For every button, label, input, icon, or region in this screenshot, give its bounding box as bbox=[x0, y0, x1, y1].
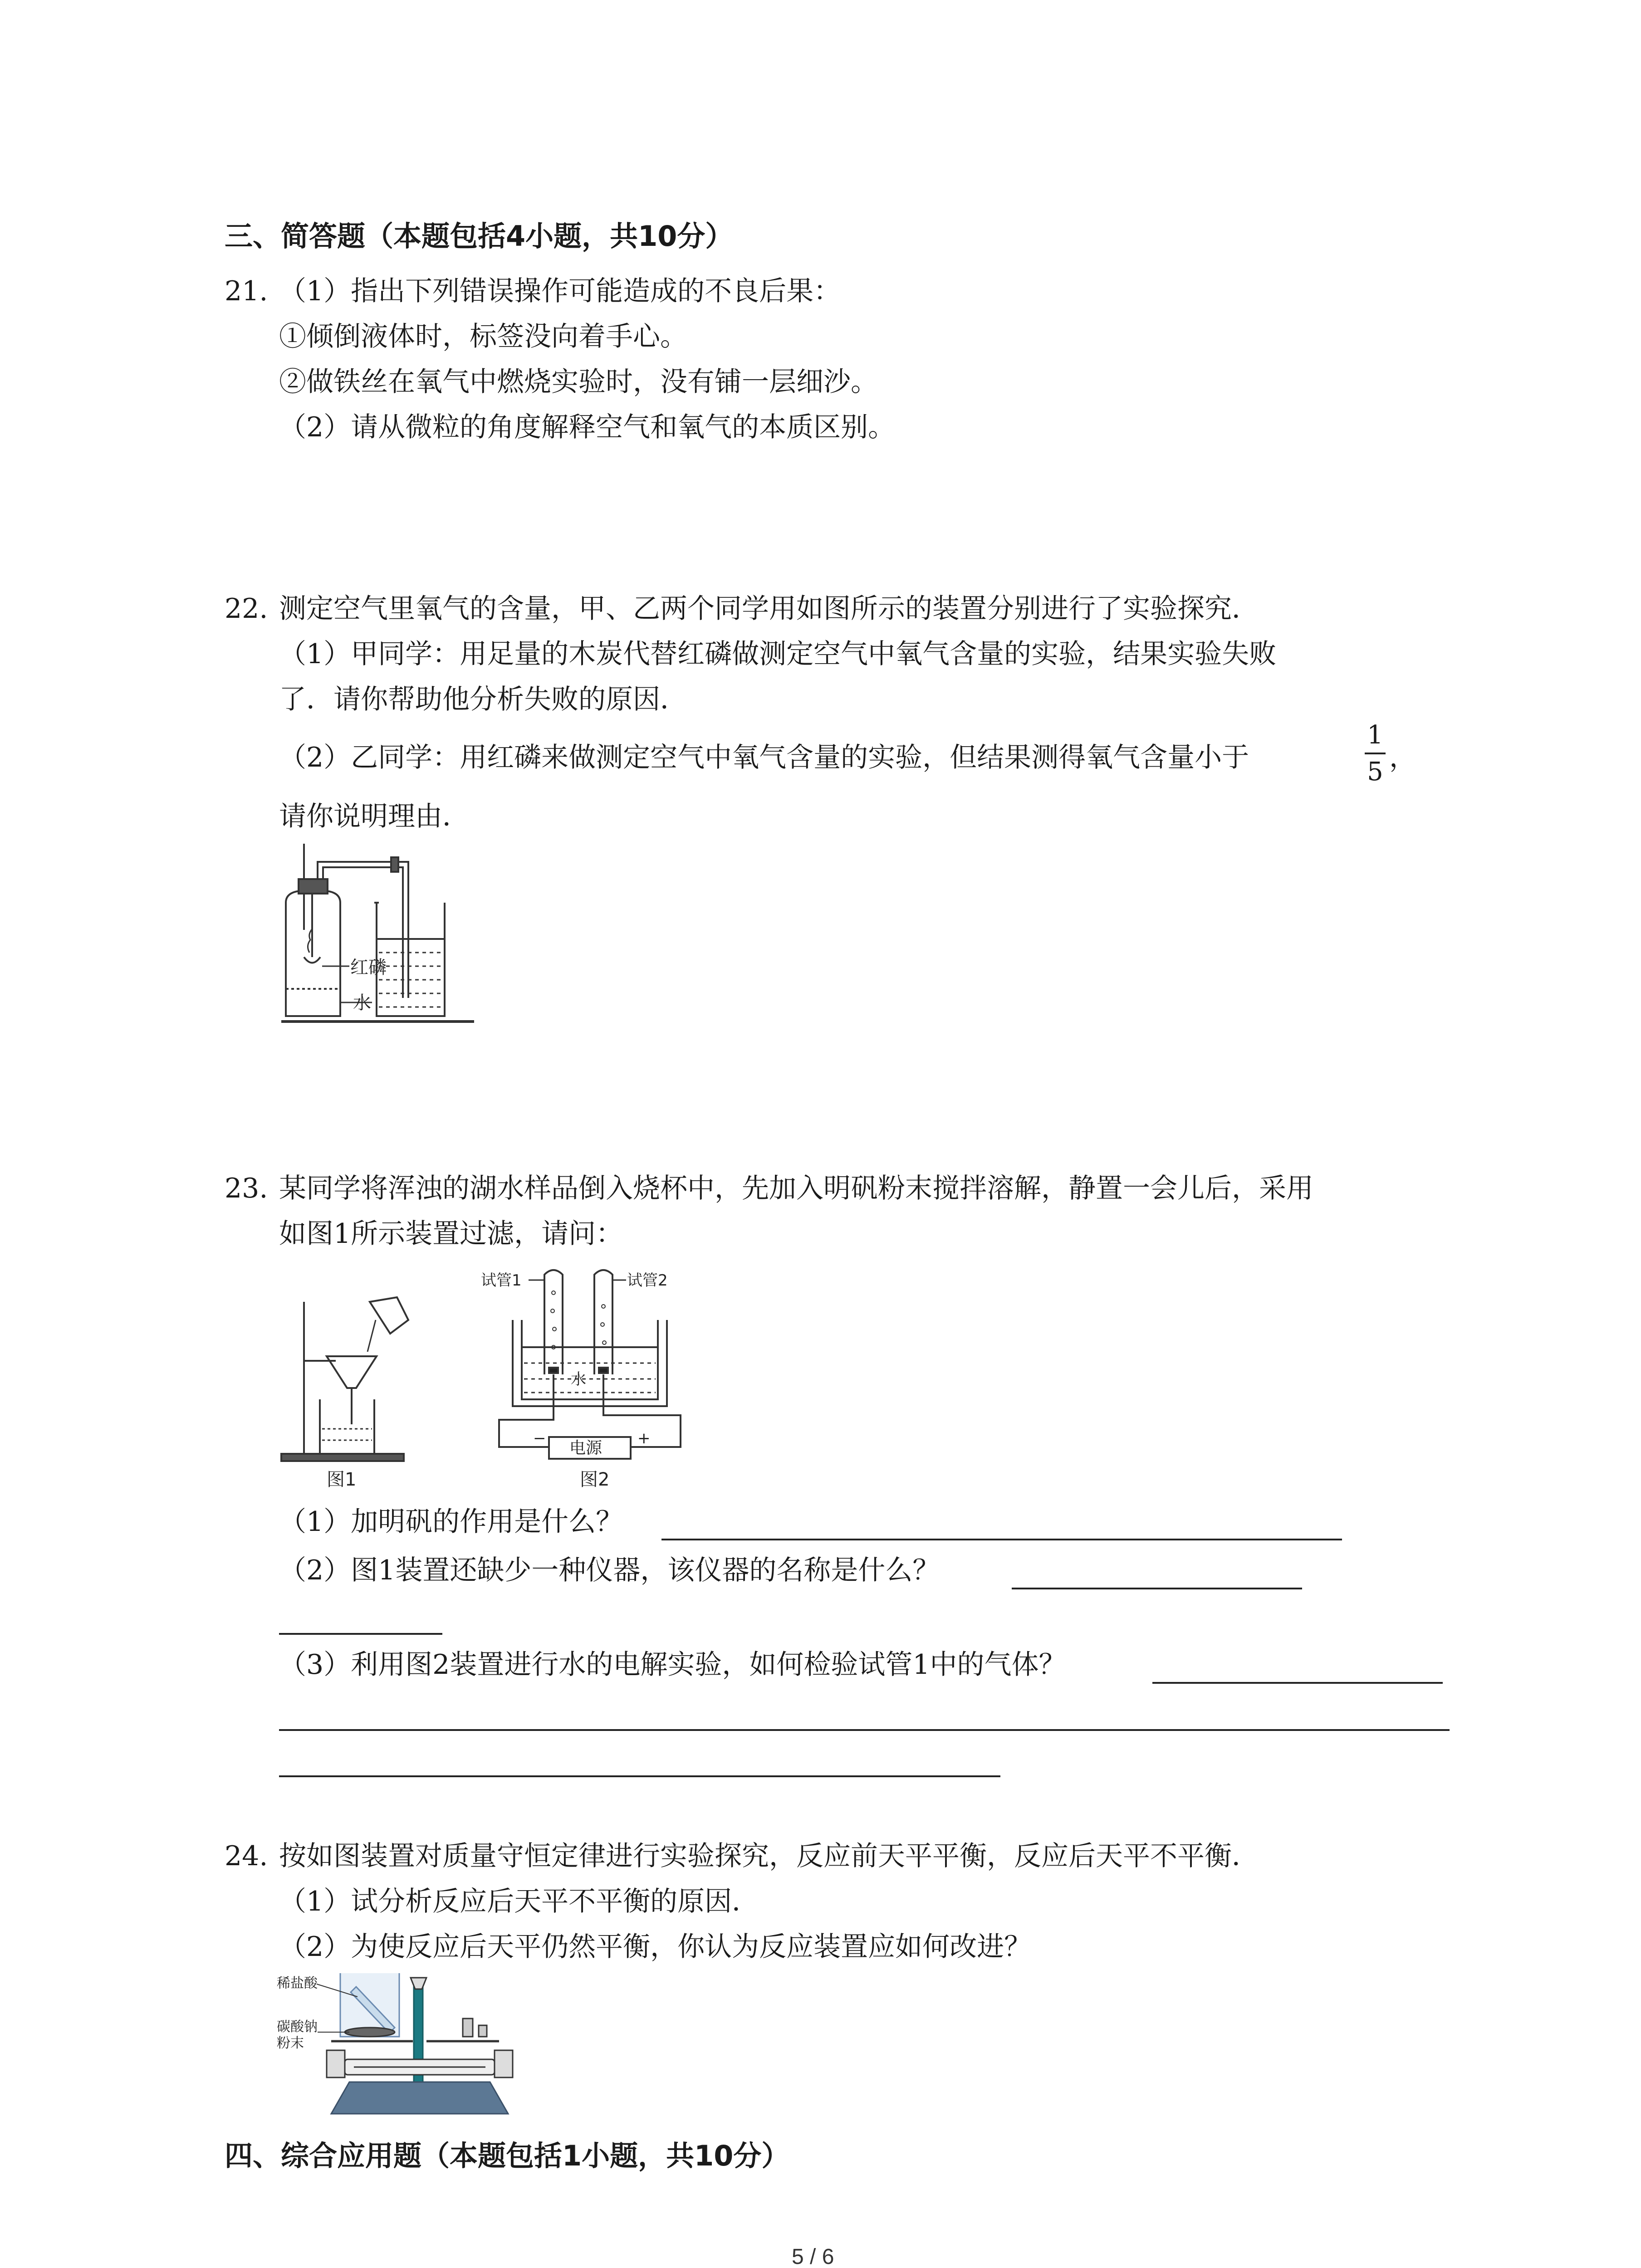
question-part: （2）请从微粒的角度解释空气和氧气的本质区别。 bbox=[279, 411, 896, 443]
question-number: 22. bbox=[225, 593, 268, 625]
answer-blank[interactable] bbox=[1012, 1588, 1302, 1589]
question-number: 23. bbox=[225, 1173, 268, 1204]
fraction-numerator: 1 bbox=[1367, 720, 1383, 750]
fraction-one-fifth bbox=[1365, 720, 1386, 787]
label-water: 水 bbox=[353, 992, 371, 1013]
question-part: （1）试分析反应后天平不平衡的原因． bbox=[279, 1886, 759, 1917]
answer-blank[interactable] bbox=[1152, 1682, 1443, 1684]
question-part: （2）图1装置还缺少一种仪器，该仪器的名称是什么？ bbox=[279, 1554, 940, 1586]
answer-blank[interactable] bbox=[279, 1729, 1450, 1731]
label-tube-2: 试管2 bbox=[627, 1271, 668, 1290]
question-part: （1）指出下列错误操作可能造成的不良后果： bbox=[279, 275, 841, 307]
question-part: 了．请你帮助他分析失败的原因． bbox=[279, 684, 687, 715]
label-negative: − bbox=[533, 1429, 546, 1447]
mass-conservation-balance-figure bbox=[277, 1969, 531, 2123]
label-sodium-carbonate: 碳酸钠 bbox=[277, 2019, 318, 2035]
electrolysis-apparatus-figure bbox=[481, 1266, 699, 1492]
question-part: （2）为使反应后天平仍然平衡，你认为反应装置应如何改进？ bbox=[279, 1931, 1032, 1963]
question-stem: 按如图装置对质量守恒定律进行实验探究，反应前天平平衡，反应后天平不平衡． bbox=[279, 1840, 1259, 1872]
label-red-phosphorus: 红磷 bbox=[350, 957, 387, 978]
answer-blank[interactable] bbox=[661, 1539, 1342, 1540]
question-number: 21. bbox=[225, 275, 268, 307]
question-part: 请你说明理由． bbox=[279, 801, 470, 832]
section-heading: 四、综合应用题（本题包括1小题，共10分） bbox=[225, 2139, 790, 2172]
oxygen-content-apparatus-figure bbox=[272, 844, 481, 1034]
question-number: 24. bbox=[225, 1840, 268, 1872]
figure-caption: 图1 bbox=[327, 1469, 357, 1490]
question-item: ②做铁丝在氧气中燃烧实验时，没有铺一层细沙。 bbox=[279, 366, 878, 398]
label-water: 水 bbox=[571, 1370, 586, 1388]
filtration-apparatus-figure bbox=[277, 1293, 431, 1492]
answer-blank[interactable] bbox=[279, 1633, 442, 1635]
fraction-denominator: 5 bbox=[1367, 757, 1383, 787]
punctuation: ， bbox=[1389, 742, 1416, 773]
question-part: （1）加明矾的作用是什么？ bbox=[279, 1506, 623, 1538]
label-dilute-hcl: 稀盐酸 bbox=[277, 1975, 318, 1991]
question-stem: 测定空气里氧气的含量，甲、乙两个同学用如图所示的装置分别进行了实验探究． bbox=[279, 593, 1259, 625]
label-powder: 粉末 bbox=[277, 2035, 304, 2051]
page-number: 5 / 6 bbox=[792, 2245, 834, 2268]
question-stem: 某同学将浑浊的湖水样品倒入烧杯中，先加入明矾粉末搅拌溶解，静置一会儿后，采用 bbox=[279, 1173, 1313, 1204]
section-heading: 三、简答题（本题包括4小题，共10分） bbox=[225, 220, 734, 253]
question-part: （3）利用图2装置进行水的电解实验，如何检验试管1中的气体？ bbox=[279, 1649, 1066, 1681]
question-item: ①倾倒液体时，标签没向着手心。 bbox=[279, 321, 687, 352]
question-stem: 如图1所示装置过滤，请问： bbox=[279, 1218, 623, 1250]
question-part: （1）甲同学：用足量的木炭代替红磷做测定空气中氧气含量的实验，结果实验失败 bbox=[279, 638, 1277, 670]
figure-caption: 图2 bbox=[580, 1469, 610, 1490]
answer-blank[interactable] bbox=[279, 1775, 1000, 1777]
question-part: （2）乙同学：用红磷来做测定空气中氧气含量的实验，但结果测得氧气含量小于 bbox=[279, 742, 1249, 773]
label-tube-1: 试管1 bbox=[481, 1271, 522, 1290]
label-positive: + bbox=[637, 1429, 651, 1447]
label-power-supply: 电源 bbox=[569, 1439, 603, 1457]
